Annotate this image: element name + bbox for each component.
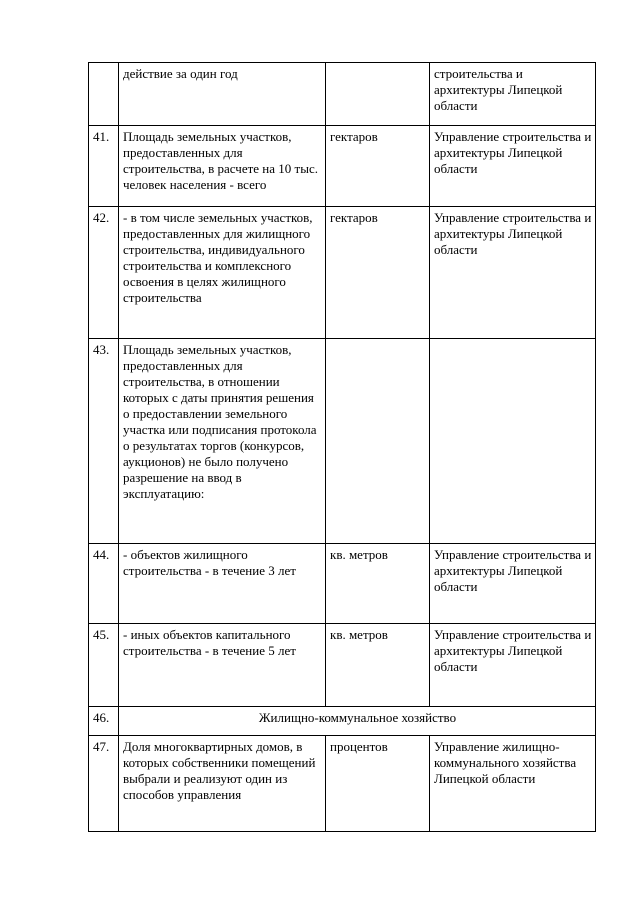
- row-number: [89, 63, 119, 126]
- indicator-name: - в том числе земельных участков, предоставленных для жилищного строительства, индивидуального строительства и комплексного освоения в целях жилищного строительства: [119, 207, 326, 339]
- responsible-body: Управление строительства и архитектуры Липецкой области: [430, 624, 596, 707]
- responsible-body: Управление строительства и архитектуры Липецкой области: [430, 207, 596, 339]
- table-row: [89, 207, 596, 339]
- unit-of-measure: кв. метров: [326, 544, 430, 624]
- row-number: 42.: [89, 207, 119, 339]
- responsible-body: Управление жилищно-коммунального хозяйства Липецкой области: [430, 736, 596, 832]
- unit-of-measure: кв. метров: [326, 624, 430, 707]
- unit-of-measure: процентов: [326, 736, 430, 832]
- unit-of-measure: [326, 339, 430, 544]
- responsible-body: Управление строительства и архитектуры Липецкой области: [430, 544, 596, 624]
- indicator-name: - иных объектов капитального строительства - в течение 5 лет: [119, 624, 326, 707]
- row-number: 45.: [89, 624, 119, 707]
- table-row: [89, 126, 596, 207]
- unit-of-measure: [326, 63, 430, 126]
- table-row: [89, 544, 596, 624]
- table-row: [89, 624, 596, 707]
- indicator-name: Площадь земельных участков, предоставленных для строительства, в отношении которых с даты принятия решения о предоставлении земельного участка или подписания протокола о результатах торгов (конкурсов, аукционов) не было получено разрешение на ввод в эксплуатацию:: [119, 339, 326, 544]
- responsible-body: [430, 339, 596, 544]
- row-number: 41.: [89, 126, 119, 207]
- indicator-name: Площадь земельных участков, предоставленных для строительства, в расчете на 10 тыс. человек населения - всего: [119, 126, 326, 207]
- row-number: 43.: [89, 339, 119, 544]
- unit-of-measure: гектаров: [326, 207, 430, 339]
- row-number: 47.: [89, 736, 119, 832]
- indicator-name: действие за один год: [119, 63, 326, 126]
- indicator-name: Доля многоквартирных домов, в которых собственники помещений выбрали и реализуют один из способов управления: [119, 736, 326, 832]
- section-title: Жилищно-коммунальное хозяйство: [119, 707, 596, 736]
- indicator-name: - объектов жилищного строительства - в течение 3 лет: [119, 544, 326, 624]
- table-row: [89, 63, 596, 126]
- table-row: [89, 339, 596, 544]
- responsible-body: строительства и архитектуры Липецкой области: [430, 63, 596, 126]
- section-row: [89, 707, 596, 736]
- row-number: 46.: [89, 707, 119, 736]
- table-row: [89, 736, 596, 832]
- responsible-body: Управление строительства и архитектуры Липецкой области: [430, 126, 596, 207]
- row-number: 44.: [89, 544, 119, 624]
- unit-of-measure: гектаров: [326, 126, 430, 207]
- indicators-table: [88, 62, 596, 832]
